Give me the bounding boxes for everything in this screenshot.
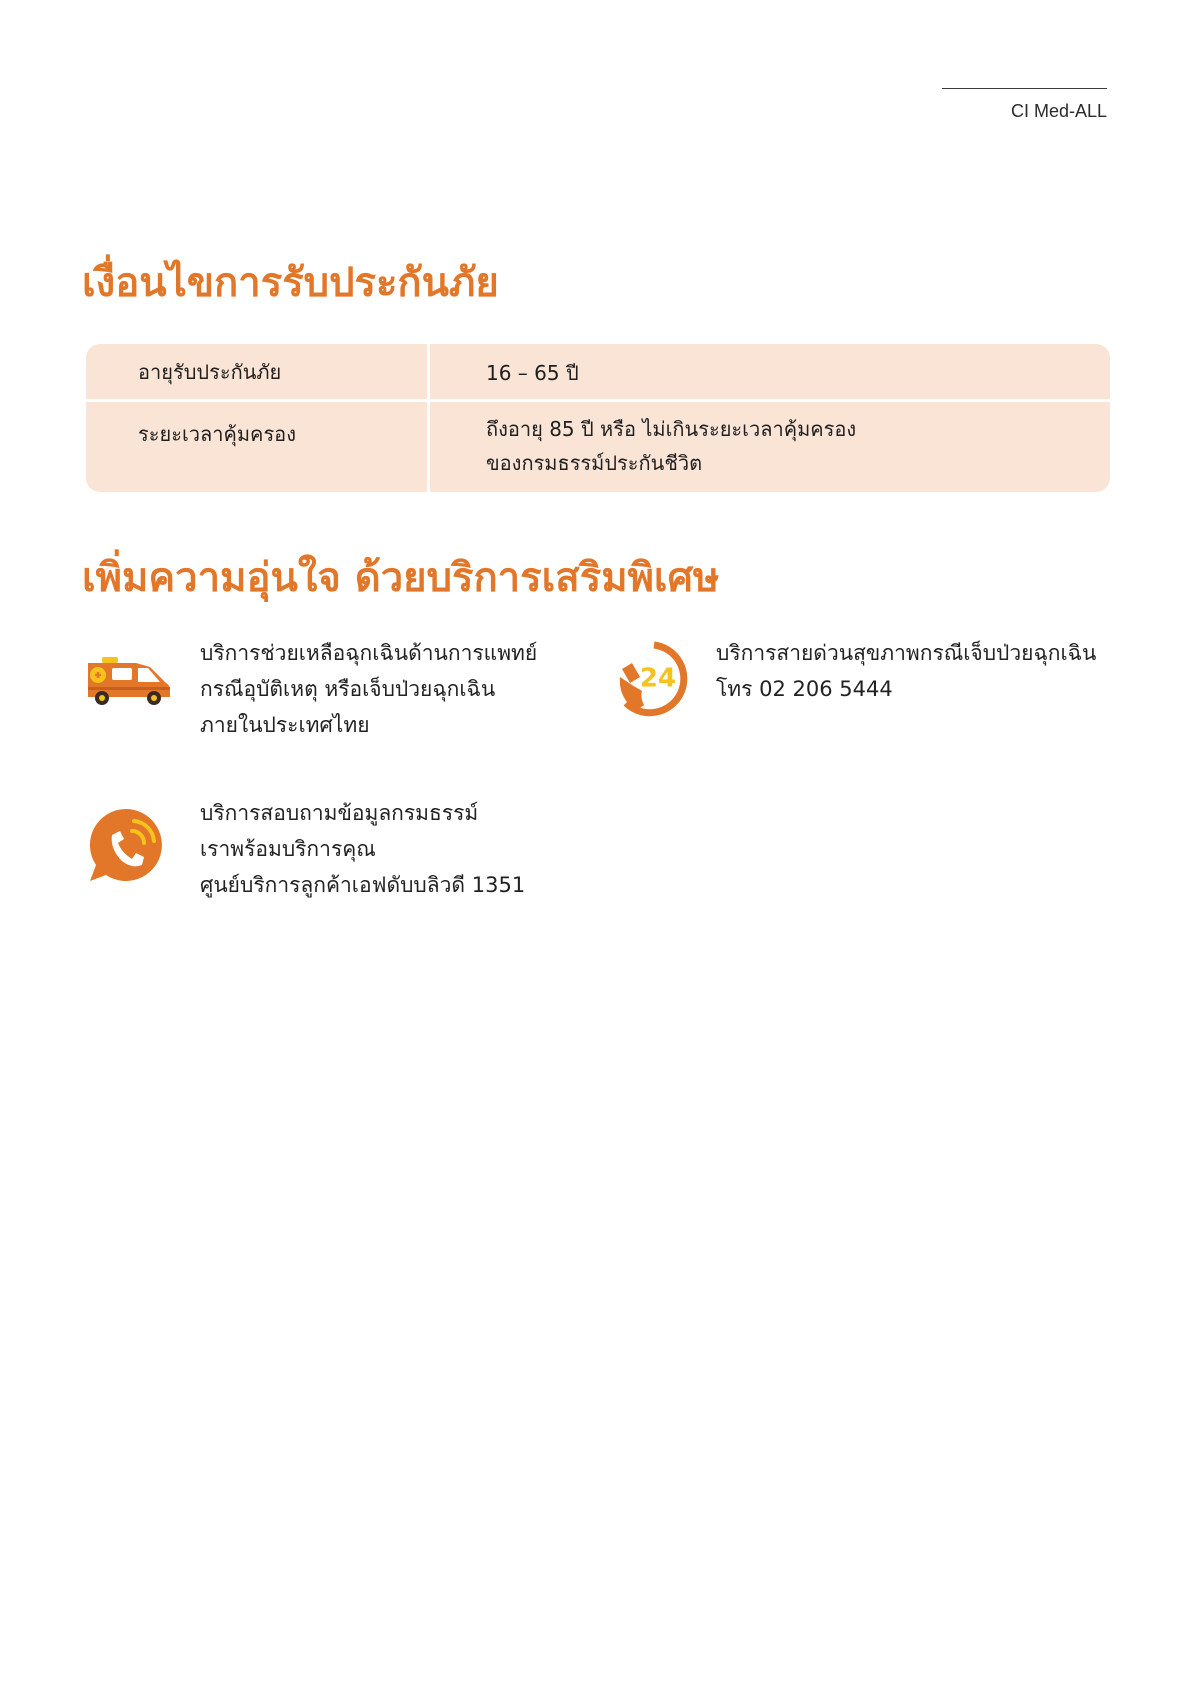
service-ambulance-text (200, 635, 537, 743)
24-hour-phone-icon (612, 639, 696, 723)
conditions-title: เงื่อนไขการรับประกันภัย (82, 260, 499, 306)
services-title: เพิ่มความอุ่นใจ ด้วยบริการเสริมพิเศษ (82, 555, 720, 601)
service-call-center-text (200, 795, 525, 903)
value-line: ถึงอายุ 85 ปี หรือ ไม่เกินระยะเวลาคุ้มครอง (486, 417, 857, 441)
service-ambulance (84, 635, 537, 743)
product-label: CI Med-ALL (942, 88, 1107, 122)
phone-chat-bubble-icon (84, 805, 168, 889)
row-label-coverage: ระยะเวลาคุ้มครอง (86, 402, 430, 492)
ambulance-icon (84, 653, 172, 709)
table-row (86, 399, 1110, 492)
service-line: บริการสายด่วนสุขภาพกรณีเจ็บป่วยฉุกเฉิน (716, 641, 1097, 665)
service-line: บริการสอบถามข้อมูลกรมธรรม์ (200, 801, 479, 825)
value-line: 16 – 65 ปี (486, 361, 579, 385)
service-line: ศูนย์บริการลูกค้าเอฟดับบลิวดี 1351 (200, 873, 526, 897)
service-line: กรณีอุบัติเหตุ หรือเจ็บป่วยฉุกเฉิน (200, 677, 496, 701)
value-line: ของกรมธรรม์ประกันชีวิต (486, 451, 703, 475)
service-line: โทร 02 206 5444 (716, 677, 893, 701)
row-label-age: อายุรับประกันภัย (86, 344, 430, 399)
row-value-age (430, 344, 1110, 399)
service-hotline-text (716, 635, 1096, 707)
service-call-center (84, 795, 525, 903)
service-line: เราพร้อมบริการคุณ (200, 837, 376, 861)
conditions-table (86, 344, 1110, 492)
badge-24: 24 (639, 663, 677, 694)
service-hotline (612, 635, 1096, 723)
table-row (86, 344, 1110, 399)
service-line: ภายในประเทศไทย (200, 713, 370, 737)
row-value-coverage (430, 402, 1110, 492)
service-line: บริการช่วยเหลือฉุกเฉินด้านการแพทย์ (200, 641, 538, 665)
